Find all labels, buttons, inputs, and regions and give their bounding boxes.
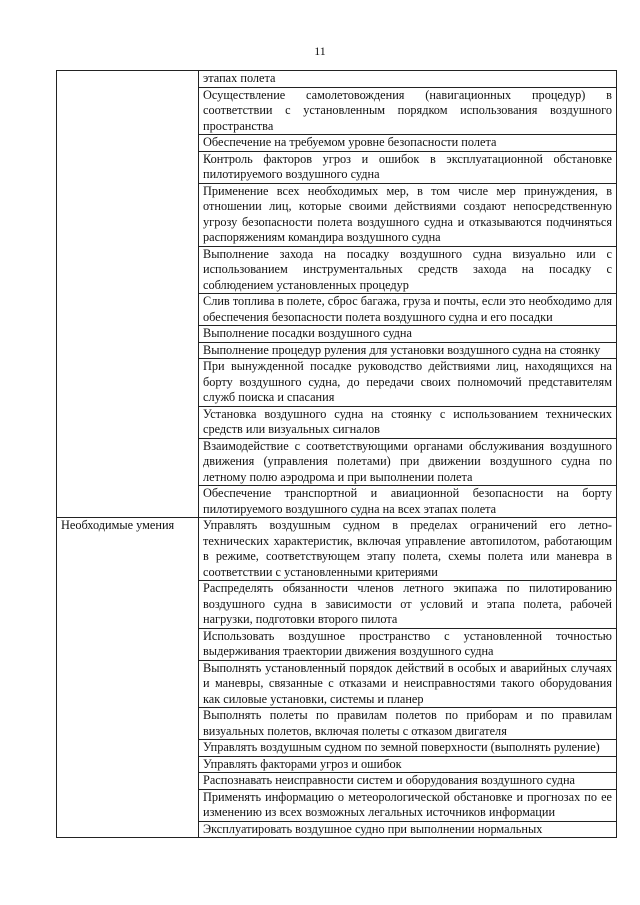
table-cell: этапах полета bbox=[199, 71, 617, 88]
table-cell: Применять информацию о метеорологической обстановке и прогнозах по ее изменению из всех возможных легальных источников информации bbox=[199, 789, 617, 821]
table-row bbox=[57, 518, 617, 581]
table-cell: Выполнение процедур руления для установки воздушного судна на стоянку bbox=[199, 342, 617, 359]
page-number: 11 bbox=[314, 44, 326, 58]
row-label-skills: Необходимые умения bbox=[57, 518, 199, 838]
table-cell: При вынужденной посадке руководство действиями лиц, находящихся на борту воздушного судна, до передачи своих полномочий представителям служб поиска и спасания bbox=[199, 359, 617, 407]
competency-table bbox=[56, 70, 617, 838]
table-cell: Управлять воздушным судном в пределах ограничений его летно-технических характеристик, включая управление автопилотом, работающим в режиме, соответствующем этапу полета, схемы полета или маневра в соответствии с установленными критериями bbox=[199, 518, 617, 581]
table-row bbox=[57, 71, 617, 88]
table-cell: Контроль факторов угроз и ошибок в эксплуатационной обстановке пилотируемого воздушного судна bbox=[199, 151, 617, 183]
table-cell: Выполнять полеты по правилам полетов по приборам и по правилам визуальных полетов, включая полеты с отказом двигателя bbox=[199, 708, 617, 740]
row-label-empty bbox=[57, 71, 199, 518]
table-cell: Выполнение захода на посадку воздушного судна визуально или с использованием инструментальных средств захода на посадку с соблюдением установленных процедур bbox=[199, 246, 617, 294]
table-cell: Обеспечение на требуемом уровне безопасности полета bbox=[199, 135, 617, 152]
table-cell: Управлять факторами угроз и ошибок bbox=[199, 756, 617, 773]
table-cell: Использовать воздушное пространство с установленной точностью выдерживания траектории движения воздушного судна bbox=[199, 628, 617, 660]
table-cell: Взаимодействие с соответствующими органами обслуживания воздушного движения (управления полетами) при движении воздушного судна по летному полю аэродрома и при выполнении полета bbox=[199, 438, 617, 486]
table-cell: Управлять воздушным судном по земной поверхности (выполнять руление) bbox=[199, 740, 617, 757]
table-cell: Распознавать неисправности систем и оборудования воздушного судна bbox=[199, 773, 617, 790]
table-cell: Осуществление самолетовождения (навигационных процедур) в соответствии с установленным порядком использования воздушного пространства bbox=[199, 87, 617, 135]
table-cell: Выполнение посадки воздушного судна bbox=[199, 326, 617, 343]
table-cell: Обеспечение транспортной и авиационной безопасности на борту пилотируемого воздушного судна на всех этапах полета bbox=[199, 486, 617, 518]
table-cell: Слив топлива в полете, сброс багажа, груза и почты, если это необходимо для обеспечения безопасности полета воздушного судна и его посадки bbox=[199, 294, 617, 326]
table-cell: Выполнять установленный порядок действий в особых и аварийных случаях и маневры, связанные с отказами и неисправностями такого оборудования как силовые установки, системы и планер bbox=[199, 660, 617, 708]
table-cell: Применение всех необходимых мер, в том числе мер принуждения, в отношении лиц, которые своими действиями создают непосредственную угрозу безопасности полета воздушного судна и отказываются подчиняться распоряжениям командира воздушного судна bbox=[199, 183, 617, 246]
table-cell: Распределять обязанности членов летного экипажа по пилотированию воздушного судна в зависимости от условий и этапа полета, рабочей нагрузки, подготовки второго пилота bbox=[199, 581, 617, 629]
table-cell: Установка воздушного судна на стоянку с использованием технических средств или визуальных сигналов bbox=[199, 406, 617, 438]
table-cell: Эксплуатировать воздушное судно при выполнении нормальных bbox=[199, 821, 617, 838]
